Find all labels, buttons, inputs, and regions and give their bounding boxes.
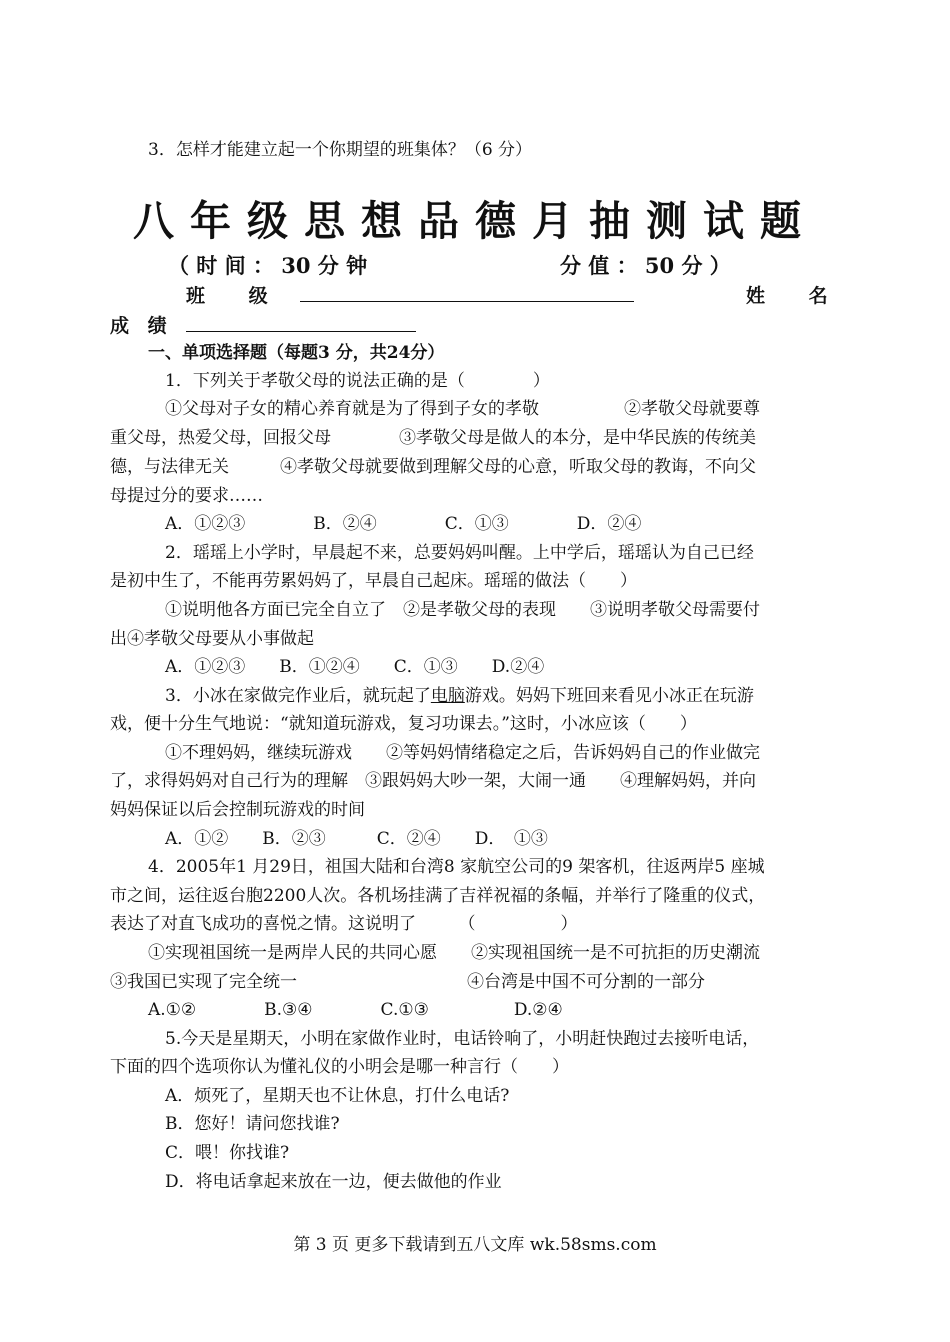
q4-options: A.①② B.③④ C.①③ D.②④	[148, 1000, 563, 1020]
score-label: 分 值 ： 50 分 ）	[560, 253, 731, 278]
grade-blank[interactable]	[186, 330, 416, 332]
q3-options: A．①② B．②③ C．②④ D． ①③	[165, 829, 548, 849]
q3-line1	[165, 686, 754, 706]
time-label: （ 时 间 ： 30 分 钟	[168, 253, 368, 278]
q3-line5: 妈妈保证以后会控制玩游戏的时间	[110, 800, 365, 820]
q1-options: A．①②③ B．②④ C．①③ D．②④	[165, 514, 642, 534]
q3-line1-end: 游戏。妈妈下班回来看见小冰正在玩游	[464, 686, 754, 706]
q3-line2: 戏，便十分生气地说：“就知道玩游戏，复习功课去。”这时，小冰应该（ ）	[110, 714, 697, 734]
page-footer: 第 3 页 更多下载请到五八文库 wk.58sms.com	[293, 1235, 657, 1255]
name-label: 姓 名	[746, 285, 834, 307]
q3-line1-start: 3．小冰在家做完作业后，就玩起了	[165, 686, 431, 706]
q1-line4: 母提过分的要求……	[110, 486, 263, 506]
q1-line2: 重父母，热爱父母，回报父母 ③孝敬父母是做人的本分，是中华民族的传统美	[110, 428, 756, 448]
section-heading: 一、单项选择题（每题3 分，共24分）	[148, 343, 445, 363]
q2-line1: 2．瑶瑶上小学时，早晨起不来，总要妈妈叫醒。上中学后，瑶瑶认为自己已经	[165, 543, 754, 563]
q2-line4: 出④孝敬父母要从小事做起	[110, 629, 314, 649]
q2-options: A．①②③ B．①②④ C．①③ D.②④	[165, 657, 545, 677]
q5-line1: 5.今天是星期天，小明在家做作业时，电话铃响了，小明赶快跑过去接听电话，	[165, 1029, 760, 1049]
q5-option-c: C．喂！你找谁?	[165, 1143, 290, 1163]
q1-line3: 德，与法律无关 ④孝敬父母就要做到理解父母的心意，听取父母的教诲，不向父	[110, 457, 756, 477]
computer-link[interactable]: 电脑	[430, 686, 465, 706]
q5-line2: 下面的四个选项你认为懂礼仪的小明会是哪一种言行（ ）	[110, 1057, 569, 1077]
page-title: 八年级思想品德月抽测试题	[133, 197, 817, 245]
q4-line3: 表达了对直飞成功的喜悦之情。这说明了 （ ）	[110, 914, 578, 934]
q2-line2: 是初中生了，不能再劳累妈妈了，早晨自己起床。瑶瑶的做法（ ）	[110, 571, 637, 591]
q1-stem: 1．下列关于孝敬父母的说法正确的是（ ）	[165, 371, 550, 391]
q4-line4: ①实现祖国统一是两岸人民的共同心愿 ②实现祖国统一是不可抗拒的历史潮流	[148, 943, 760, 963]
class-blank[interactable]	[300, 300, 634, 302]
q4-line5: ③我国已实现了完全统一 ④台湾是中国不可分割的一部分	[110, 972, 705, 992]
q5-option-b: B．您好！请问您找谁?	[165, 1114, 340, 1134]
q5-option-a: A．烦死了，星期天也不让休息，打什么电话?	[165, 1086, 510, 1106]
q4-line2: 市之间，运往返台胞2200人次。各机场挂满了吉祥祝福的条幅，并举行了隆重的仪式，	[110, 886, 766, 906]
q4-line1: 4．2005年1 月29日，祖国大陆和台湾8 家航空公司的9 架客机，往返两岸5 座城	[148, 857, 765, 877]
q3-line3: ①不理妈妈，继续玩游戏 ②等妈妈情绪稳定之后，告诉妈妈自己的作业做完	[165, 743, 760, 763]
grade-label: 成 绩	[110, 315, 173, 337]
q2-line3: ①说明他各方面已完全自立了 ②是孝敬父母的表现 ③说明孝敬父母需要付	[165, 600, 760, 620]
q5-option-d: D．将电话拿起来放在一边，便去做他的作业	[165, 1172, 502, 1192]
previous-question: 3．怎样才能建立起一个你期望的班集体？（6 分）	[148, 140, 533, 160]
class-label: 班 级	[186, 285, 274, 307]
q3-line4: 了，求得妈妈对自己行为的理解 ③跟妈妈大吵一架，大闹一通 ④理解妈妈，并向	[110, 771, 756, 791]
q1-line1: ①父母对子女的精心养育就是为了得到子女的孝敬 ②孝敬父母就要尊	[165, 399, 760, 419]
